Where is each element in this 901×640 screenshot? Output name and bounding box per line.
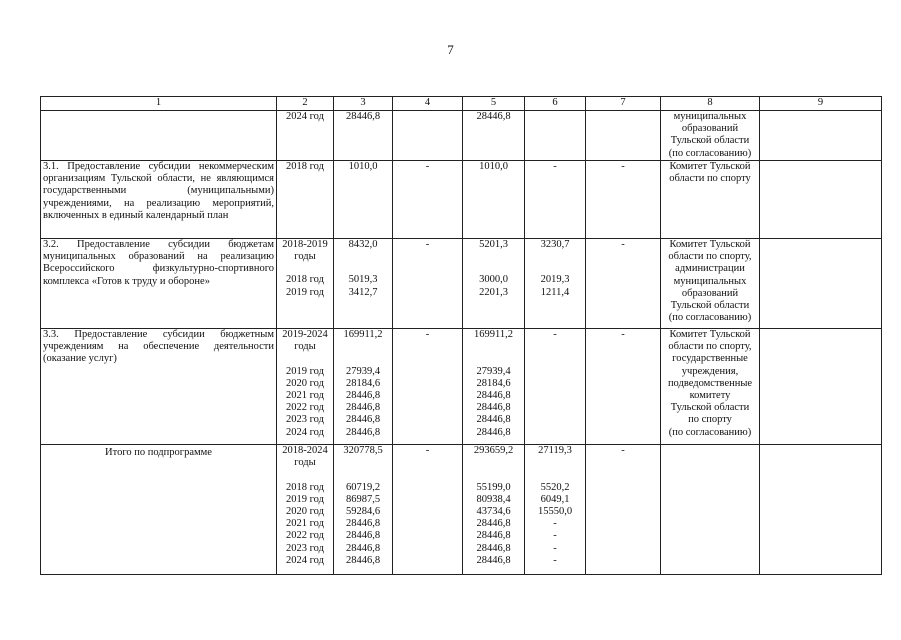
extra-cell [586, 329, 661, 445]
executor-line: администрации [675, 263, 745, 275]
regional-cell [463, 445, 525, 575]
value-line [465, 353, 522, 365]
value-line: 86987,5 [345, 493, 381, 505]
extra-cell [586, 239, 661, 329]
period-line: 2019-2024 [282, 329, 328, 340]
period-line: 2018-2024 [282, 445, 328, 456]
executor-line: муниципальных [673, 275, 747, 287]
value-line: - [621, 445, 625, 456]
period-line: 2019 год [286, 493, 324, 505]
value-line: 169911,2 [474, 329, 513, 340]
period-line: 2018 год [286, 481, 324, 493]
executor-cell [661, 239, 760, 329]
extra-cell [586, 445, 661, 575]
value-line: - [553, 530, 557, 542]
total-cell [334, 445, 393, 575]
period-line: 2022 год [286, 530, 324, 542]
header-cell: 7 [586, 97, 661, 111]
executor-line: Тульской области [670, 135, 750, 147]
federal-cell [393, 111, 463, 161]
value-line: 60719,2 [345, 481, 381, 493]
extra-cell [586, 111, 661, 161]
value-line [336, 341, 390, 353]
value-line: 3000,0 [479, 274, 508, 286]
total-cell [334, 329, 393, 445]
value-line: 28446,8 [345, 426, 381, 438]
header-cell: 6 [525, 97, 586, 111]
value-line [527, 457, 583, 469]
period-line: 2024 год [286, 111, 324, 122]
regional-cell [463, 161, 525, 239]
local-cell [525, 239, 586, 329]
value-line: 293659,2 [473, 445, 514, 456]
value-line: 59284,6 [345, 505, 381, 517]
value-line: 28446,8 [345, 111, 381, 122]
executor-line: Тульской области [670, 300, 750, 312]
value-line: 55199,0 [476, 481, 511, 493]
period-line: годы [294, 457, 316, 469]
period-line: 2021 год [286, 518, 324, 530]
value-line: 28446,8 [476, 554, 511, 566]
header-cell: 1 [41, 97, 277, 111]
federal-cell [393, 445, 463, 575]
value-line: 1010,0 [479, 161, 508, 172]
value-line: 2201,3 [479, 286, 508, 298]
executor-line: комитету [689, 390, 731, 402]
value-line [465, 457, 522, 469]
regional-cell [463, 111, 525, 161]
header-cell: 8 [661, 97, 760, 111]
value-line [336, 353, 390, 365]
executor-line: области по спорту, [668, 251, 752, 263]
description-cell: 3.3. Предоставление субсидии бюджетным учреждениям на обеспечение деятельности (оказание услуг) [41, 329, 277, 445]
header-cell: 9 [760, 97, 882, 111]
header-cell: 3 [334, 97, 393, 111]
period-line [279, 469, 331, 481]
value-line: 28446,8 [345, 414, 381, 426]
regional-cell [463, 329, 525, 445]
period-line: 2019 год [286, 365, 324, 377]
executor-line: муниципальных [673, 111, 747, 122]
result-cell [760, 445, 882, 575]
executor-cell [661, 329, 760, 445]
value-line: 43734,6 [476, 505, 511, 517]
period-line: 2018-2019 [282, 239, 328, 250]
period-line [279, 353, 331, 365]
table-row [41, 329, 882, 445]
value-line: - [425, 329, 430, 340]
total-row [41, 445, 882, 575]
value-line: 15550,0 [537, 505, 573, 517]
description-cell: 3.1. Предоставление субсидии некоммерческим организациям Тульской области, не являющимся государственными (муниципальными) учреждениями, на реализацию мероприятий, включенных в единый календарный план [41, 161, 277, 239]
local-cell [525, 111, 586, 161]
value-line: 27939,4 [345, 365, 381, 377]
period-line: 2019 год [286, 286, 324, 298]
value-line: 320778,5 [343, 445, 383, 456]
result-cell [760, 111, 882, 161]
value-line: - [425, 445, 430, 456]
value-line: 28446,8 [476, 389, 511, 401]
executor-cell [661, 161, 760, 239]
value-line: 28446,8 [476, 530, 511, 542]
value-line: 27119,3 [538, 445, 572, 456]
value-line [336, 457, 390, 469]
header-row [41, 97, 882, 111]
executor-line: Комитет Тульской [669, 329, 751, 340]
period-line: годы [294, 341, 316, 353]
period-cell [277, 161, 334, 239]
value-line: 80938,4 [476, 493, 511, 505]
result-cell [760, 329, 882, 445]
executor-line: государственные [672, 353, 748, 365]
value-line: - [553, 554, 557, 566]
executor-line: области по спорту, [668, 341, 752, 353]
value-line: - [553, 329, 557, 340]
executor-line: Комитет Тульской [669, 161, 751, 172]
period-line: 2024 год [286, 426, 324, 438]
value-line: 28446,8 [476, 414, 511, 426]
executor-line: Тульской области [670, 402, 750, 414]
federal-cell [393, 239, 463, 329]
executor-cell [661, 111, 760, 161]
executor-line: учреждения, [681, 365, 739, 377]
value-line: - [553, 518, 557, 530]
executor-line: (по согласованию) [668, 147, 752, 159]
local-cell [525, 445, 586, 575]
table-row [41, 161, 882, 239]
executor-line: образований [681, 123, 739, 135]
value-line: 5520,2 [540, 481, 570, 493]
period-line: 2023 год [286, 414, 324, 426]
federal-cell [393, 329, 463, 445]
federal-cell [393, 161, 463, 239]
value-line: 28184,6 [476, 377, 511, 389]
value-line: 28446,8 [476, 542, 511, 554]
value-line: - [621, 329, 625, 340]
local-cell [525, 329, 586, 445]
description-cell [41, 111, 277, 161]
executor-line: по спорту [688, 414, 732, 426]
value-line: 28446,8 [345, 402, 381, 414]
period-line: 2023 год [286, 542, 324, 554]
budget-table [40, 96, 882, 575]
value-line: 5201,3 [479, 239, 508, 250]
value-line [527, 251, 583, 263]
value-line: 5019,3 [348, 274, 378, 286]
header-cell: 2 [277, 97, 334, 111]
description-cell: Итого по подпрограмме [41, 445, 277, 575]
regional-cell [463, 239, 525, 329]
value-line: 3230,7 [540, 239, 570, 250]
value-line [465, 469, 522, 481]
period-cell [277, 239, 334, 329]
period-line: 2018 год [286, 274, 324, 286]
value-line: 28184,6 [345, 377, 381, 389]
value-line: 2019,3 [540, 274, 570, 286]
local-cell [525, 161, 586, 239]
result-cell [760, 239, 882, 329]
table-row [41, 239, 882, 329]
period-cell [277, 445, 334, 575]
value-line: 6049,1 [540, 493, 570, 505]
table-row [41, 111, 882, 161]
extra-cell [586, 161, 661, 239]
total-cell [334, 161, 393, 239]
value-line: - [621, 239, 625, 250]
period-line: 2018 год [286, 161, 324, 172]
value-line: 28446,8 [476, 402, 511, 414]
total-cell [334, 111, 393, 161]
executor-cell [661, 445, 760, 575]
value-line: - [425, 239, 430, 250]
period-line: 2022 год [286, 402, 324, 414]
value-line [336, 469, 390, 481]
value-line: 27939,4 [476, 365, 511, 377]
page-number: 7 [447, 42, 454, 57]
value-line: - [621, 161, 625, 172]
total-cell [334, 239, 393, 329]
executor-line: (по согласованию) [668, 312, 752, 324]
executor-line: образований [681, 287, 739, 299]
result-cell [760, 161, 882, 239]
header-cell: 4 [393, 97, 463, 111]
value-line: - [553, 161, 557, 172]
period-cell [277, 329, 334, 445]
executor-line: области по спорту [669, 173, 751, 185]
value-line: 28446,8 [476, 111, 511, 122]
value-line: 28446,8 [345, 542, 381, 554]
executor-line: Комитет Тульской [669, 239, 751, 250]
header-cell: 5 [463, 97, 525, 111]
period-line: годы [294, 251, 316, 263]
executor-line: (по согласованию) [668, 426, 752, 438]
value-line [336, 251, 390, 263]
value-line: 28446,8 [476, 518, 511, 530]
value-line: 28446,8 [345, 554, 381, 566]
executor-line: подведомственные [667, 377, 753, 389]
description-cell: 3.2. Предоставление субсидии бюджетам муниципальных образований на реализацию Всероссийского физкультурно-спортивного комплекса «Готов к труду и обороне» [41, 239, 277, 329]
value-line: 169911,2 [343, 329, 383, 340]
value-line: 1010,0 [348, 161, 378, 172]
value-line: - [553, 542, 557, 554]
value-line: 1211,4 [540, 286, 570, 298]
period-line: 2024 год [286, 554, 324, 566]
value-line: 28446,8 [476, 426, 511, 438]
value-line [465, 341, 522, 353]
value-line [527, 469, 583, 481]
value-line [465, 251, 522, 263]
period-line: 2021 год [286, 389, 324, 401]
value-line: 3412,7 [348, 286, 378, 298]
period-line: 2020 год [286, 377, 324, 389]
value-line: 28446,8 [345, 530, 381, 542]
value-line: 28446,8 [345, 389, 381, 401]
value-line: 8432,0 [348, 239, 378, 250]
value-line: - [425, 161, 430, 172]
period-line: 2020 год [286, 505, 324, 517]
value-line: 28446,8 [345, 518, 381, 530]
period-cell [277, 111, 334, 161]
